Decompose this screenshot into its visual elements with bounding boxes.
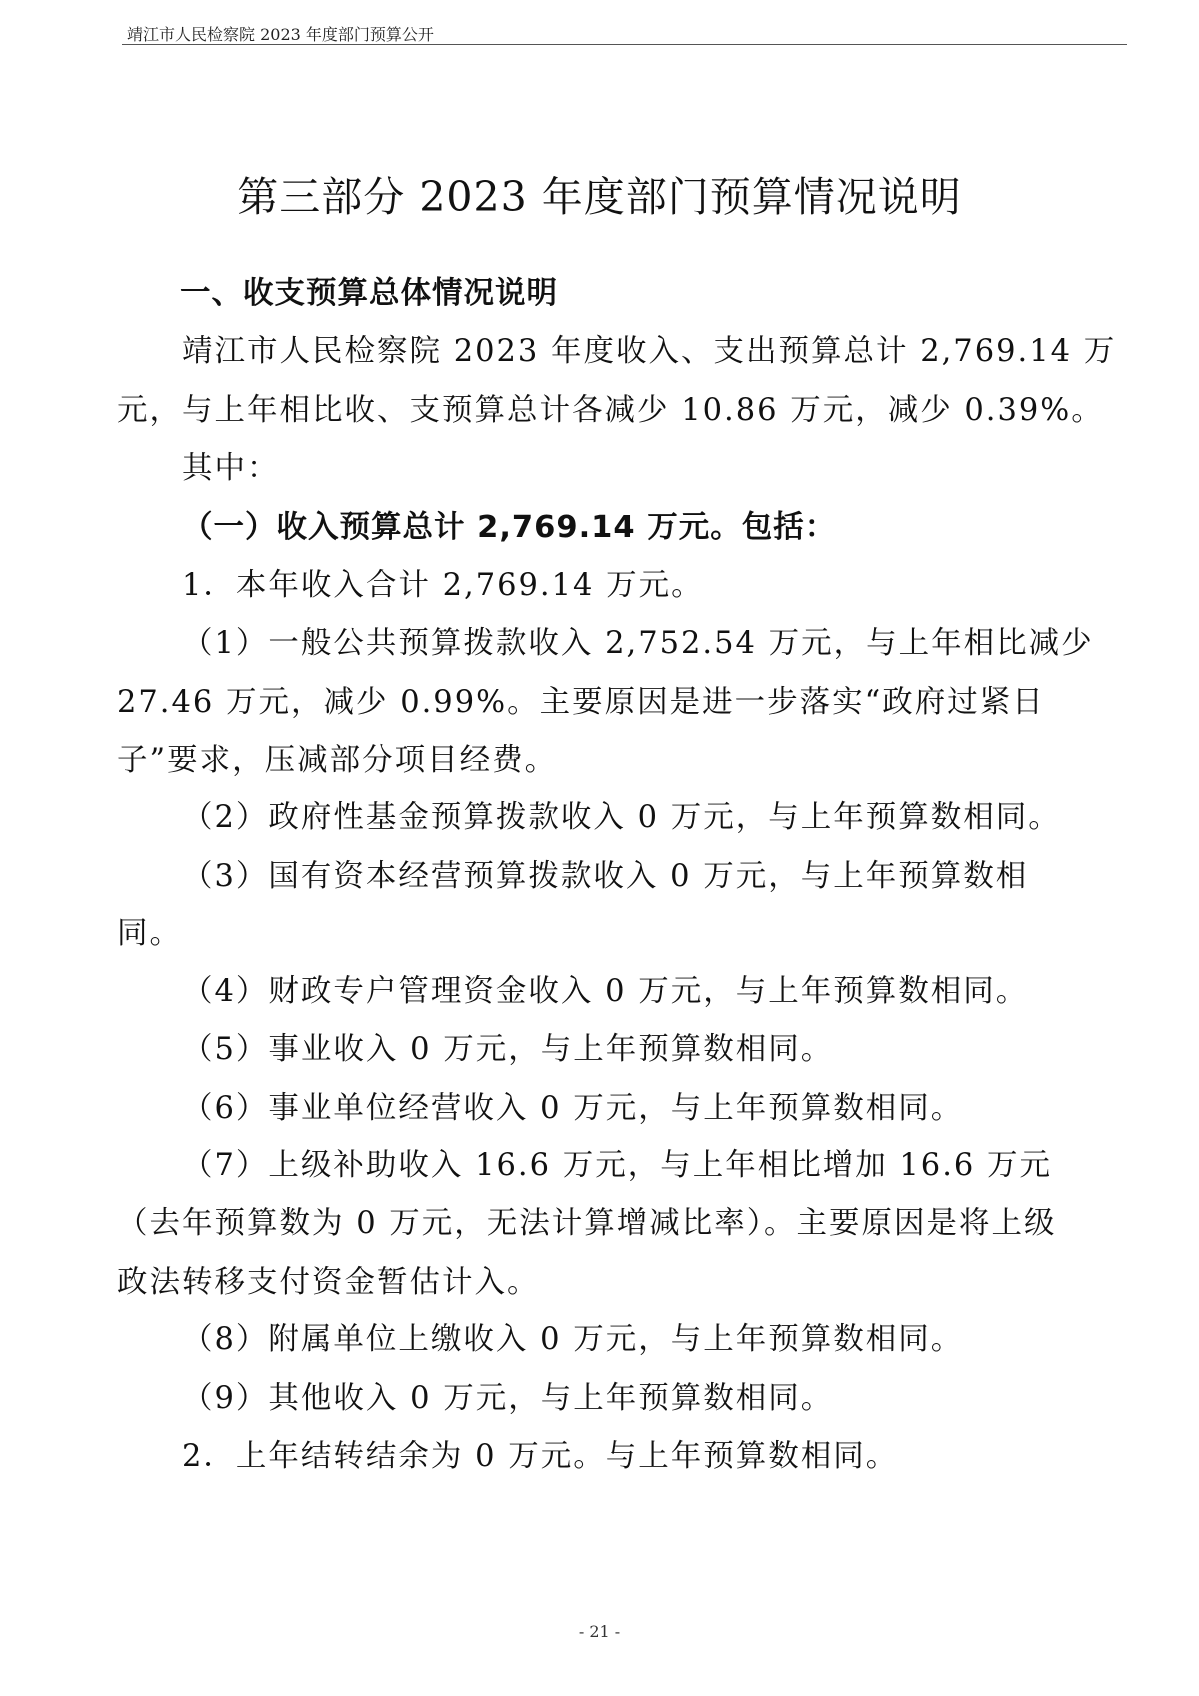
list-item: （7）上级补助收入 16.6 万元，与上年相比增加 16.6 万元	[182, 1148, 1053, 1183]
list-item: 子”要求，压减部分项目经费。	[117, 743, 558, 778]
running-header: 靖江市人民检察院 2023 年度部门预算公开	[127, 25, 434, 44]
list-item: （9）其他收入 0 万元，与上年预算数相同。	[182, 1381, 834, 1416]
list-item: （3）国有资本经营预算拨款收入 0 万元，与上年预算数相	[182, 859, 1029, 894]
list-item: （2）政府性基金预算拨款收入 0 万元，与上年预算数相同。	[182, 800, 1061, 835]
header-divider	[122, 44, 1127, 45]
list-item: 同。	[117, 916, 182, 951]
page-number: - 21 -	[578, 1622, 621, 1641]
list-item: （5）事业收入 0 万元，与上年预算数相同。	[182, 1032, 834, 1067]
list-item: （1）一般公共预算拨款收入 2,752.54 万元，与上年相比减少	[182, 626, 1094, 661]
list-item: （6）事业单位经营收入 0 万元，与上年预算数相同。	[182, 1091, 964, 1126]
list-item: 27.46 万元，减少 0.99%。主要原因是进一步落实“政府过紧日	[117, 685, 1045, 720]
subsection-heading: （一）收入预算总计 2,769.14 万元。包括：	[182, 510, 837, 545]
list-item: 2．上年结转结余为 0 万元。与上年预算数相同。	[182, 1439, 899, 1474]
paragraph-line: 元，与上年相比收、支预算总计各减少 10.86 万元，减少 0.39%。	[117, 393, 1104, 428]
page-title: 第三部分 2023 年度部门预算情况说明	[237, 173, 962, 221]
paragraph-line: 其中：	[182, 451, 280, 486]
list-item: 政法转移支付资金暂估计入。	[117, 1265, 540, 1300]
list-item: 1．本年收入合计 2,769.14 万元。	[182, 568, 704, 603]
section-heading: 一、收支预算总体情况说明	[180, 276, 558, 311]
list-item: （8）附属单位上缴收入 0 万元，与上年预算数相同。	[182, 1322, 964, 1357]
list-item: （4）财政专户管理资金收入 0 万元，与上年预算数相同。	[182, 974, 1029, 1009]
paragraph-line: 靖江市人民检察院 2023 年度收入、支出预算总计 2,769.14 万	[182, 334, 1117, 369]
list-item: （去年预算数为 0 万元，无法计算增减比率）。主要原因是将上级	[117, 1206, 1057, 1241]
